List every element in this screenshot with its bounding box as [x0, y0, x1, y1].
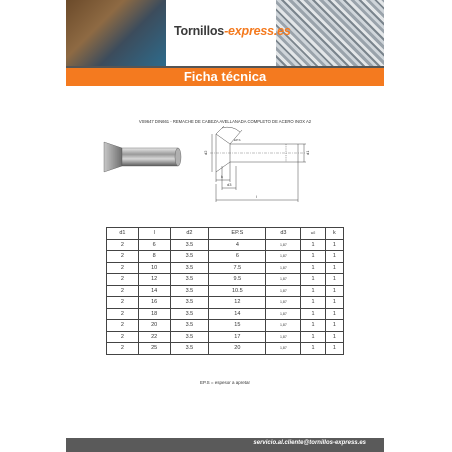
table-cell: 4	[209, 239, 266, 251]
table-footnote: EP.S = espesor a apretar	[199, 380, 251, 385]
brand-name: Tornillos	[174, 24, 225, 38]
table-cell: 18	[138, 308, 170, 320]
table-cell: 1	[301, 285, 325, 297]
table-cell: 15	[209, 320, 266, 332]
table-row	[107, 343, 344, 355]
brand-logo	[174, 24, 291, 38]
table-cell: 1	[301, 251, 325, 263]
table-body	[107, 239, 344, 354]
table-cell: 17	[209, 331, 266, 343]
table-cell: 22	[138, 331, 170, 343]
table-cell: 1,87	[266, 285, 301, 297]
table-row	[107, 320, 344, 332]
table-cell: 1	[301, 320, 325, 332]
table-cell: 1	[301, 297, 325, 309]
table-row	[107, 239, 344, 251]
table-row	[107, 285, 344, 297]
table-cell: 2	[107, 239, 139, 251]
table-cell: 1	[301, 308, 325, 320]
table-cell: 1	[325, 297, 343, 309]
table-cell: 2	[107, 274, 139, 286]
dim-label-ep: EP.S	[234, 138, 241, 142]
product-subtitle: VS9647 DIN661 - REMACHE DE CABEZA AVELLANADA COMPLETO DE ACERO INOX A2	[138, 119, 312, 124]
table-cell: 3.5	[170, 262, 209, 274]
table-cell: 2	[107, 331, 139, 343]
column-header: k	[325, 228, 343, 240]
table-cell: 1	[301, 239, 325, 251]
table-cell: 2	[107, 262, 139, 274]
table-cell: 3.5	[170, 274, 209, 286]
table-cell: 3.5	[170, 331, 209, 343]
table-cell: 1	[325, 308, 343, 320]
table-cell: 1	[325, 343, 343, 355]
table-cell: 3.5	[170, 343, 209, 355]
header-photo-screws	[276, 0, 384, 66]
dim-label-d2: d2	[203, 150, 208, 155]
table-cell: 1	[325, 274, 343, 286]
column-header: EP.S	[209, 228, 266, 240]
rivet-schematic	[210, 126, 306, 202]
column-header: d1	[107, 228, 139, 240]
table-cell: 10.5	[209, 285, 266, 297]
table-cell: 2	[107, 285, 139, 297]
table-row	[107, 262, 344, 274]
spec-sheet-page	[66, 0, 384, 452]
table-cell: 12	[138, 274, 170, 286]
table-cell: 1,87	[266, 239, 301, 251]
table-cell: 3.5	[170, 251, 209, 263]
technical-drawing	[66, 126, 384, 216]
table-cell: 14	[209, 308, 266, 320]
table-cell: 6	[209, 251, 266, 263]
table-row	[107, 331, 344, 343]
table-row	[107, 297, 344, 309]
dim-label-d3: d3	[227, 182, 232, 187]
page-title: Ficha técnica	[183, 69, 267, 84]
table-cell: 10	[138, 262, 170, 274]
table-cell: 2	[107, 297, 139, 309]
table-cell: 16	[138, 297, 170, 309]
column-header: l	[138, 228, 170, 240]
spec-table	[106, 227, 344, 355]
table-cell: 2	[107, 320, 139, 332]
table-cell: 20	[209, 343, 266, 355]
dim-label-k: k	[221, 174, 223, 179]
table-cell: 1	[325, 285, 343, 297]
dim-label-d1: d1	[305, 150, 310, 155]
table-cell: 1,87	[266, 262, 301, 274]
header	[66, 0, 384, 66]
brand-suffix: -express.es	[224, 24, 291, 38]
table-cell: 1,87	[266, 320, 301, 332]
header-photo-tools	[66, 0, 166, 66]
table-cell: 9.5	[209, 274, 266, 286]
title-banner	[66, 66, 384, 86]
table-cell: 1,87	[266, 308, 301, 320]
table-row	[107, 251, 344, 263]
table-cell: 2	[107, 251, 139, 263]
table-cell: 1	[325, 262, 343, 274]
table-cell: 12	[209, 297, 266, 309]
table-cell: 20	[138, 320, 170, 332]
table-cell: 1	[301, 262, 325, 274]
table-row	[107, 308, 344, 320]
column-header: w2	[301, 228, 325, 240]
table-cell: 1	[325, 331, 343, 343]
table-cell: 3.5	[170, 297, 209, 309]
table-cell: 8	[138, 251, 170, 263]
table-cell: 1,87	[266, 331, 301, 343]
column-header: d3	[266, 228, 301, 240]
contact-email: servicio.al.cliente@tornillos-express.es	[253, 440, 366, 446]
column-header: d2	[170, 228, 209, 240]
table-cell: 1,87	[266, 274, 301, 286]
table-cell: 2	[107, 343, 139, 355]
table-cell: 6	[138, 239, 170, 251]
dim-label-l: l	[256, 194, 257, 199]
table-cell: 1	[325, 320, 343, 332]
table-cell: 7.5	[209, 262, 266, 274]
table-cell: 1,87	[266, 251, 301, 263]
table-cell: 3.5	[170, 239, 209, 251]
table-cell: 1	[325, 239, 343, 251]
table-cell: 1	[325, 251, 343, 263]
table-cell: 1,87	[266, 297, 301, 309]
table-cell: 3.5	[170, 320, 209, 332]
footer	[66, 438, 384, 452]
table-cell: 2	[107, 308, 139, 320]
table-header-row	[107, 228, 344, 240]
rivet-illustration	[104, 142, 181, 172]
table-cell: 1,87	[266, 343, 301, 355]
table-cell: 1	[301, 274, 325, 286]
table-cell: 25	[138, 343, 170, 355]
table-row	[107, 274, 344, 286]
table-cell: 3.5	[170, 308, 209, 320]
table-cell: 3.5	[170, 285, 209, 297]
table-cell: 1	[301, 331, 325, 343]
table-cell: 1	[301, 343, 325, 355]
table-cell: 14	[138, 285, 170, 297]
